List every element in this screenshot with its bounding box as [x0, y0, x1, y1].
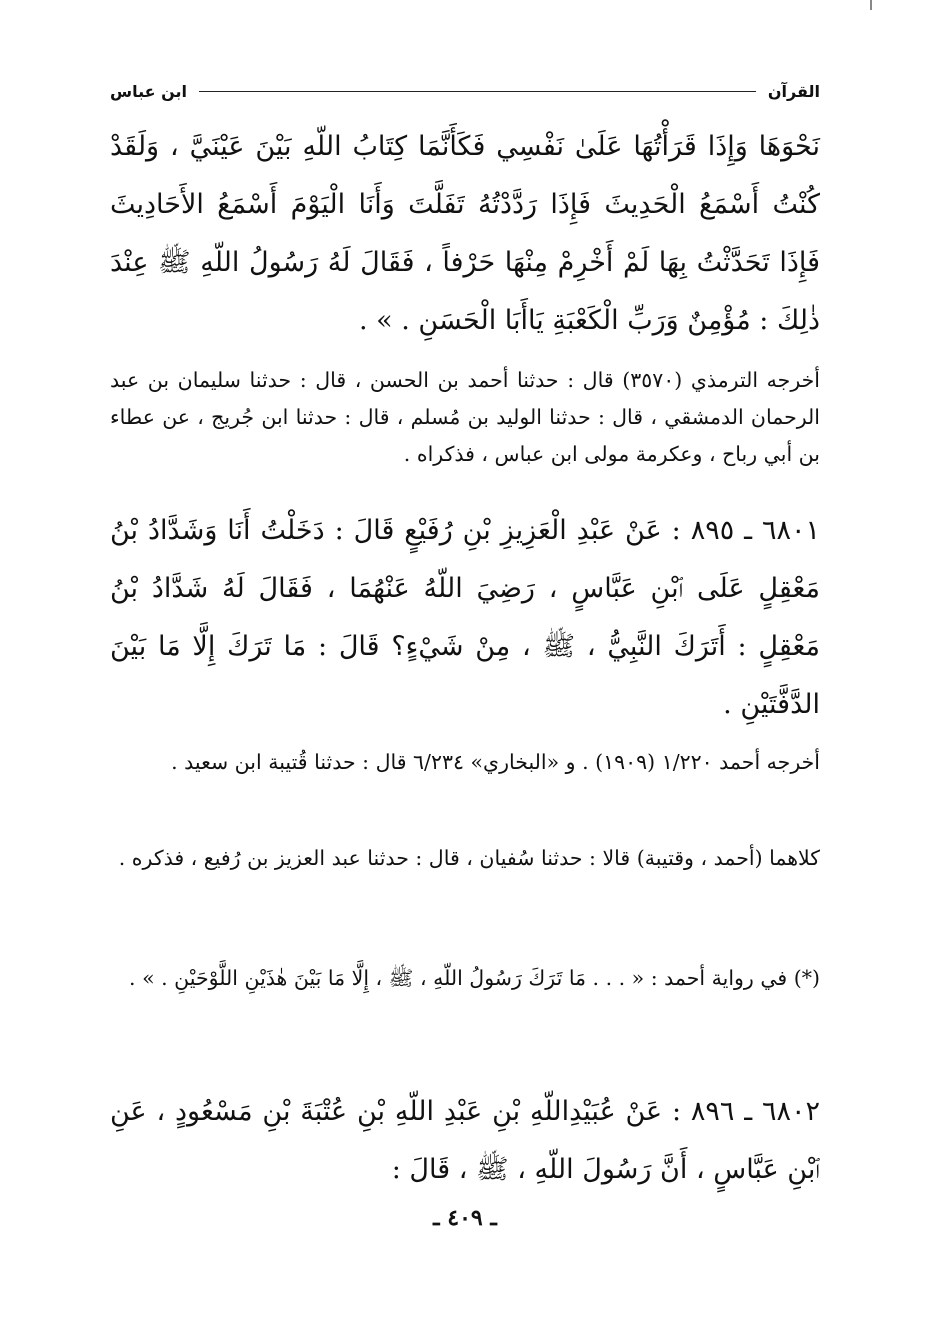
header-rule — [199, 91, 756, 92]
header-right-title: القرآن — [767, 81, 820, 101]
scan-mark — [870, 0, 872, 10]
running-header — [110, 76, 820, 106]
header-left-title: ابن عباس — [110, 81, 188, 101]
page-number: ـ ٤٠٩ ـ — [433, 1205, 497, 1231]
hadith-6801: ٦٨٠١ ـ ٨٩٥ : عَنْ عَبْدِ الْعَزِيزِ بْنِ رُفَيْعٍ قَالَ : دَخَلْتُ أَنَا وَشَدَّادُ بْنُ مَعْقِلٍ عَلَى ٱبْنِ عَبَّاسٍ ، رَضِيَ اللّهُ عَنْهُمَا ، فَقَالَ لَهُ شَدَّادُ بْنُ مَعْقِلٍ : أَتَرَكَ النَّبِيُّ ، ﷺ ، مِنْ شَيْءٍ؟ قَالَ : مَا تَرَكَ إِلَّا مَا بَيْنَ الدَّفَّتَيْنِ . — [110, 515, 820, 720]
takhrij-ahmad-bukhari: أخرجه أحمد ١/٢٢٠ (١٩٠٩) . و «البخاري» ٦/٢٣٤ قال : حدثنا قُتيبة ابن سعيد . — [171, 750, 820, 774]
takhrij-both: كلاهما (أحمد ، وقتيبة) قالا : حدثنا سُفيان ، قال : حدثنا عبد العزيز بن رُفيع ، فذكره . — [118, 846, 820, 870]
hadith-6802: ٦٨٠٢ ـ ٨٩٦ : عَنْ عُبَيْدِاللّهِ بْنِ عَبْدِ اللّهِ بْنِ عُتْبَةَ بْنِ مَسْعُودٍ ، عَنِ ٱبْنِ عَبَّاسٍ ، أَنَّ رَسُولَ اللّهِ ، ﷺ ، قَالَ : — [110, 1096, 820, 1185]
footnote-ahmad-narration: (*) في رواية أحمد : « . . . مَا تَرَكَ رَسُولُ اللّهِ ، ﷺ ، إِلَّا مَا بَيْنَ هٰذَيْنِ اللَّوْحَيْنِ . » . — [129, 966, 820, 990]
hadith-text-continued: نَحْوَهَا وَإِذَا قَرَأْتُهَا عَلَىٰ نَفْسِي فَكَأَنَّمَا كِتَابُ اللّهِ بَيْنَ عَيْنَيَّ ، وَلَقَدْ كُنْتُ أَسْمَعُ الْحَدِيثَ فَإِذَا رَدَّدْتُهُ تَفَلَّتَ وَأَنَا الْيَوْمَ أَسْمَعُ الأَحَادِيثَ فَإِذَا تَحَدَّثْتُ بِهَا لَمْ أَخْرِمْ مِنْهَا حَرْفاً ، فَقَالَ لَهُ رَسُولُ اللّهِ ﷺ عِنْدَ ذٰلِكَ : مُؤْمِنٌ وَرَبِّ الْكَعْبَةِ يَاأَبَا الْحَسَنِ . » . — [110, 131, 820, 336]
takhrij-tirmidhi: أخرجه الترمذي (٣٥٧٠) قال : حدثنا أحمد بن الحسن ، قال : حدثنا سليمان بن عبد الرحمان الدمشقي ، قال : حدثنا الوليد بن مُسلم ، قال : حدثنا ابن جُريج ، عن عطاء بن أبي رباح ، وعكرمة مولى ابن عباس ، فذكراه . — [110, 368, 821, 466]
